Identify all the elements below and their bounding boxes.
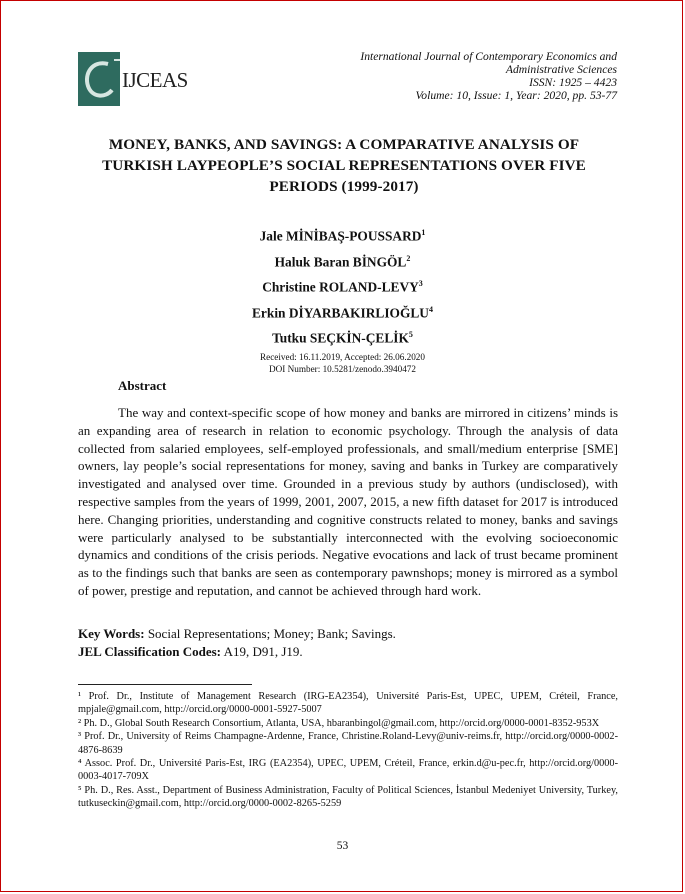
page-number: 53 bbox=[336, 840, 349, 852]
footnote-divider bbox=[78, 684, 252, 685]
author: Christine ROLAND-LEVY$^3$ bbox=[262, 279, 423, 295]
logo-mark-icon bbox=[78, 52, 120, 106]
footnote: ¹ Prof. Dr., Institute of Management Research (IRG-EA2354), Université Paris-Est, UPEC, UPEM, Créteil, France, mpjale@gmail.com, http://orcid.org/0000-0001-5927-5007 bbox=[78, 691, 618, 716]
author: Tutku SEÇKİN-ÇELİK$^5$ bbox=[272, 330, 413, 346]
author: Erkin DİYARBAKIRLIOĞLU$^4$ bbox=[252, 304, 433, 320]
journal-volume: Volume: 10, Issue: 1, Year: 2020, pp. 53-77 bbox=[415, 89, 617, 102]
received-date: Received: 16.11.2019, Accepted: 26.06.2020 bbox=[260, 352, 425, 362]
footnote: ³ Prof. Dr., University of Reims Champagne-Ardenne, France, Christine.Roland-Levy@univ-reims.fr, http://orcid.org/0000-0002-4876-8639 bbox=[78, 731, 618, 756]
footnote: ² Ph. D., Global South Research Consortium, Atlanta, USA, hbaranbingol@gmail.com, http://orcid.org/0000-0001-8352-953X bbox=[78, 717, 600, 729]
title-line-1: MONEY, BANKS, AND SAVINGS: A COMPARATIVE ANALYSIS OF bbox=[108, 136, 580, 153]
author-list bbox=[0, 226, 685, 354]
journal-name-line2: Administrative Sciences bbox=[505, 63, 617, 76]
title-line-3: PERIODS (1999-2017) bbox=[269, 178, 419, 195]
journal-header bbox=[360, 50, 617, 102]
title-line-2: TURKISH LAYPEOPLE’S SOCIAL REPRESENTATIONS OVER FIVE bbox=[102, 157, 586, 174]
submission-meta bbox=[0, 352, 685, 375]
author: Haluk Baran BİNGÖL$^2$ bbox=[274, 253, 411, 269]
footnote: ⁴ Assoc. Prof. Dr., Université Paris-Est, IRG (EA2354), UPEC, UPEM, Créteil, France, erkin.d@u-pec.fr, http://orcid.org/0000-0003-4017-709X bbox=[78, 758, 618, 783]
abstract-heading: Abstract bbox=[118, 378, 167, 393]
jel-line: JEL Classification Codes: A19, D91, J19. bbox=[78, 643, 303, 659]
journal-name-line1: International Journal of Contemporary Economics and bbox=[360, 50, 617, 63]
keywords-line: Key Words: Social Representations; Money; Bank; Savings. bbox=[78, 626, 396, 641]
abstract-text: The way and context-specific scope of how money and banks are mirrored in citizens’ minds is an expanding area of research in relation to economic psychology. Through the analysis of data collected from salaried employees, self-employed professionals, and small/medium enterprise [SME] owners, lay people’s social representations for money, saving and banks in Turkey are comparatively investigated and analysed over time. Grounded in a previous study by authors (undisclosed), with respective samples from the years of 1999, 2001, 2007, 2015, a new fifth dataset for 2017 is introduced here. Changing priorities, understanding and cognitive constructs related to money, banks and savings were particularly analysed to be substantially interconnected with the evolving socioeconomic dynamics and conditions of the crisis periods. Negative evocations and lack of trust became prominent as to the findings such that banks are seen as contemporary pawnshops; money is mirrored as a symbol of power, prestige and reputation, and cannot be achieved through hard work. bbox=[78, 405, 618, 598]
journal-issn: ISSN: 1925 – 4423 bbox=[529, 76, 617, 89]
paper-title bbox=[60, 134, 628, 197]
footnotes bbox=[78, 690, 618, 811]
keywords-block bbox=[78, 625, 396, 661]
footnote: ⁵ Ph. D., Res. Asst., Department of Business Administration, Faculty of Political Sciences, İstanbul Medeniyet University, Turkey, tutkuseckin@gmail.com, http://orcid.org/0000-0002-8265-5259 bbox=[78, 784, 618, 810]
doi-number[interactable]: DOI Number: 10.5281/zenodo.3940472 bbox=[269, 363, 416, 374]
journal-logo bbox=[78, 52, 198, 108]
author: Jale MİNİBAŞ-POUSSARD$^1$ bbox=[259, 228, 426, 244]
logo-text: IJCEAS bbox=[122, 68, 188, 92]
